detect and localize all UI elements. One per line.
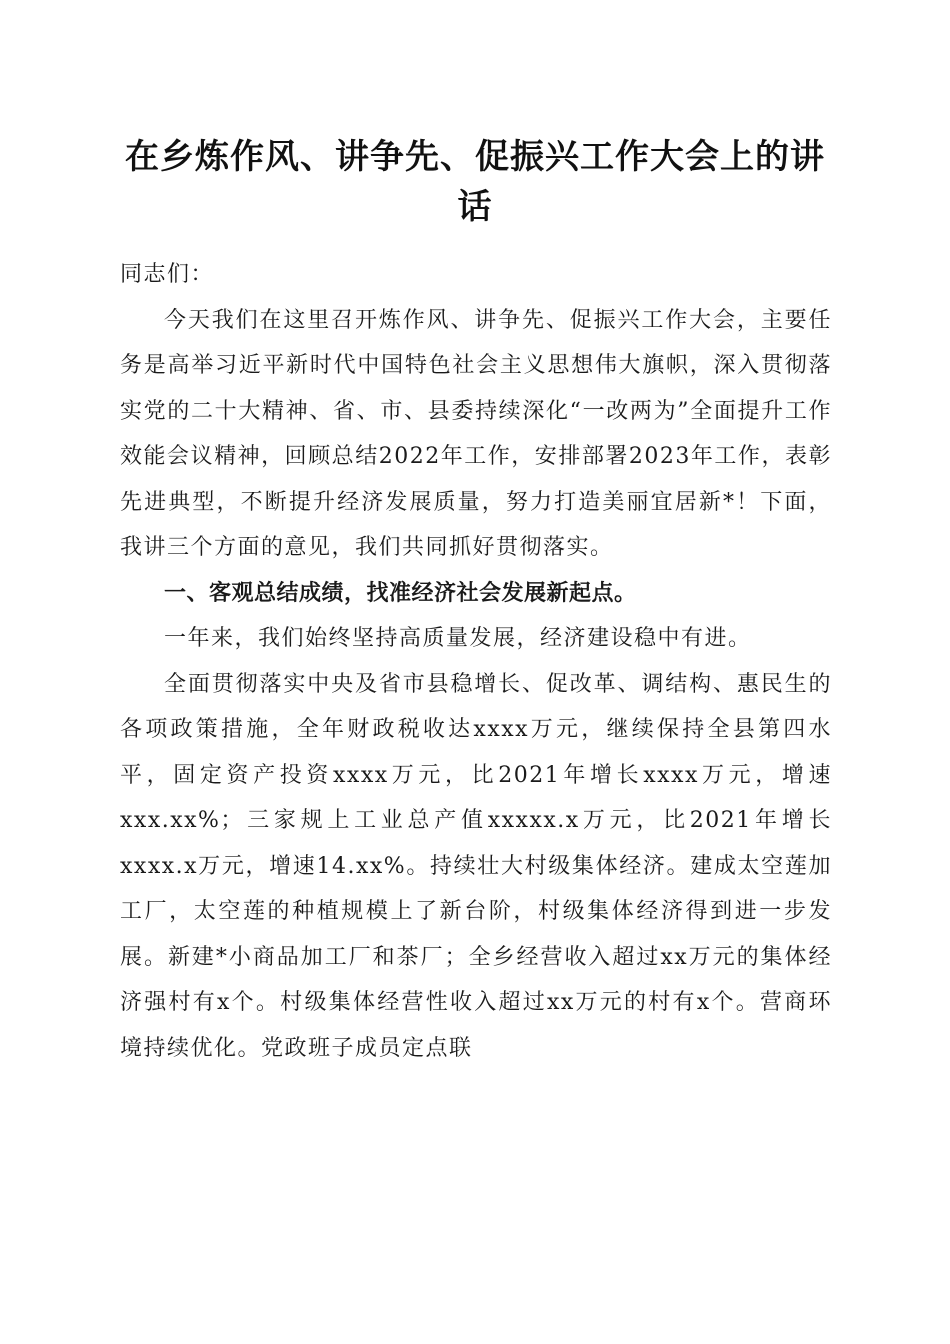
section-paragraph: 全面贯彻落实中央及省市县稳增长、促改革、调结构、惠民生的各项政策措施，全年财政税收达xxxx万元，继续保持全县第四水平，固定资产投资xxxx万元，比2021年增长xxxx万元，增速xxx.xx%；三家规上工业总产值xxxxx.x万元，比2021年增长xxxx.x万元，增速14.xx%。持续壮大村级集体经济。建成太空莲加工厂，太空莲的种植规模上了新台阶，村级集体经济得到进一步发展。新建*小商品加工厂和茶厂；全乡经营收入超过xx万元的集体经济强村有x个。村级集体经营性收入超过xx万元的村有x个。营商环境持续优化。党政班子成员定点联 xyxy=(120,671,832,1061)
opening-paragraph: 今天我们在这里召开炼作风、讲争先、促振兴工作大会，主要任务是高举习近平新时代中国特色社会主义思想伟大旗帜，深入贯彻落实党的二十大精神、省、市、县委持续深化“一改两为”全面提升工作效能会议精神，回顾总结2022年工作，安排部署2023年工作，表彰先进典型，不断提升经济发展质量，努力打造美丽宜居新*！下面，我讲三个方面的意见，我们共同抓好贯彻落实。 xyxy=(120,307,832,560)
section-paragraph: 一年来，我们始终坚持高质量发展，经济建设稳中有进。 xyxy=(164,626,752,651)
document-title: 在乡炼作风、讲争先、促振兴工作大会上的讲话 xyxy=(125,137,825,227)
salutation: 同志们： xyxy=(120,262,215,287)
document-body xyxy=(120,252,832,1071)
section-heading: 一、客观总结成绩，找准经济社会发展新起点。 xyxy=(164,580,637,606)
